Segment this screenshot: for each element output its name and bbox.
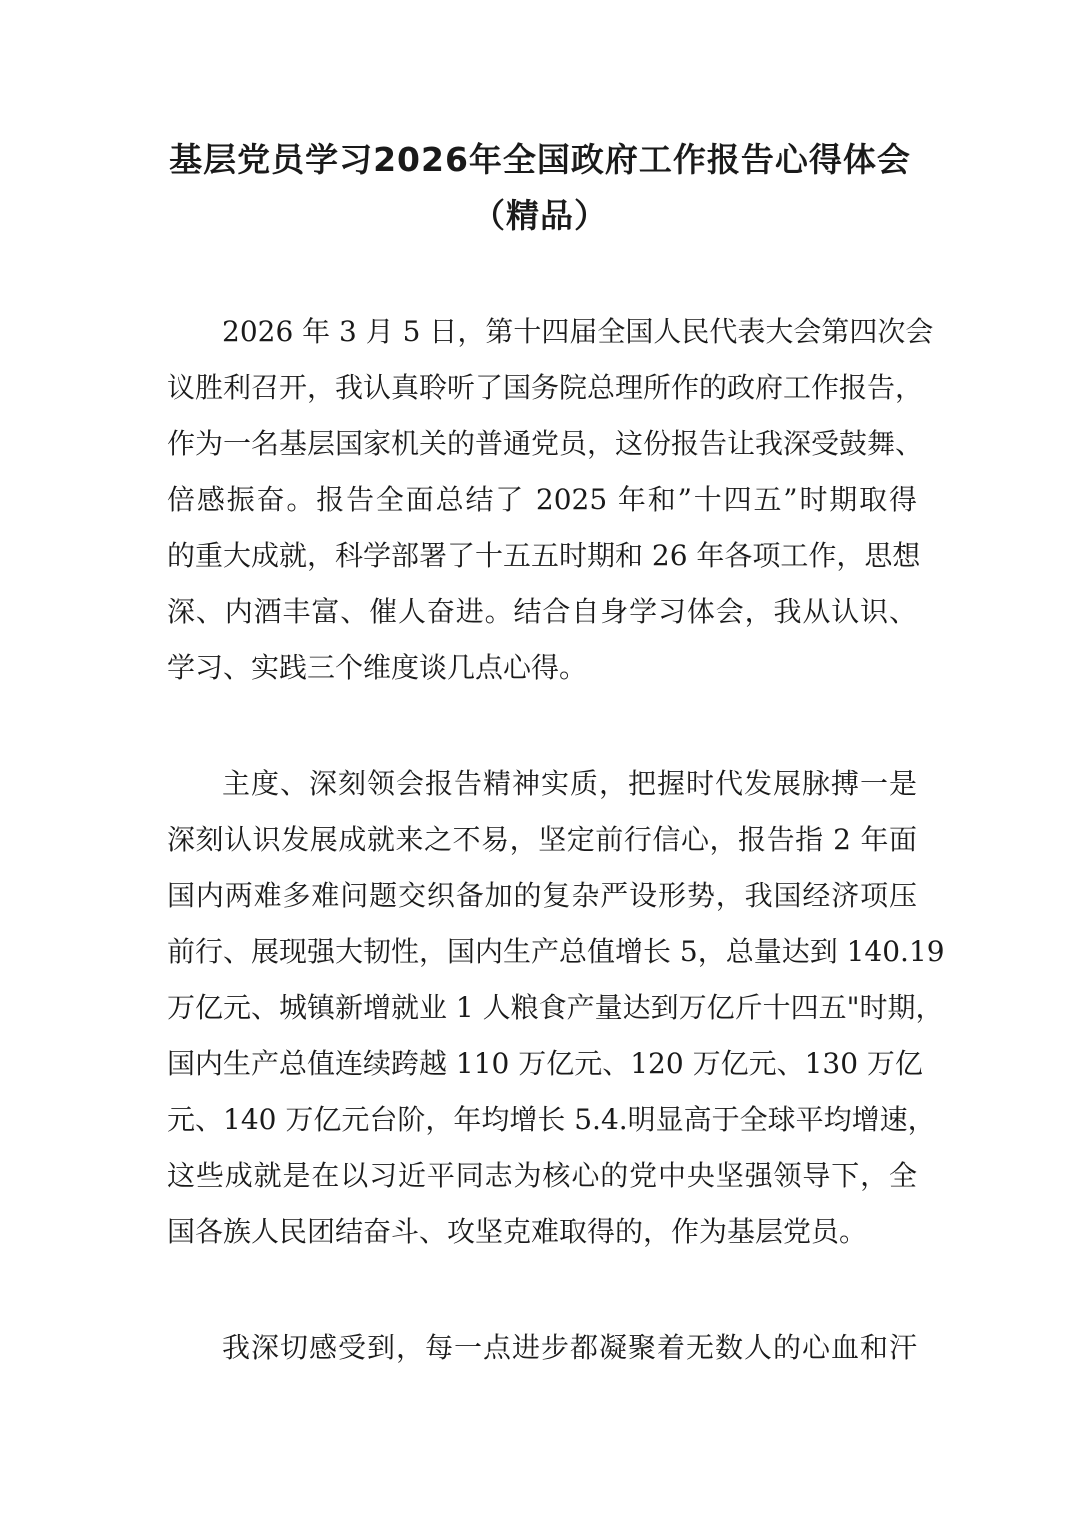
document-title: 基层党员学习2026年全国政府工作报告心得体会 [169, 140, 911, 179]
paragraph-3-line-1: 我深切感受到，每一点进步都凝聚着无数人的心血和汗 [222, 1331, 917, 1364]
paragraph-1-line-3: 作为一名基层国家机关的普通党员，这份报告让我深受鼓舞、 [167, 427, 924, 460]
paragraph-1-line-5: 的重大成就，科学部署了十五五时期和 26 年各项工作，思想 [167, 539, 921, 572]
paragraph-2-line-3: 国内两难多难问题交织备加的复杂严设形势，我国经济项压 [167, 879, 917, 912]
paragraph-2-line-6: 国内生产总值连续跨越 110 万亿元、120 万亿元、130 万亿 [167, 1047, 923, 1080]
paragraph-1-line-2: 议胜利召开，我认真聆听了国务院总理所作的政府工作报告， [167, 371, 924, 404]
paragraph-2-line-7: 元、140 万亿元台阶，年均增长 5.4.明显高于全球平均增速， [167, 1103, 936, 1136]
paragraph-2-line-1: 主度、深刻领会报告精神实质，把握时代发展脉搏一是 [222, 767, 917, 800]
paragraph-2-line-8: 这些成就是在以习近平同志为核心的党中央坚强领导下，全 [167, 1159, 917, 1192]
paragraph-1-line-7: 学习、实践三个维度谈几点心得。 [167, 651, 588, 684]
paragraph-2-line-9: 国各族人民团结奋斗、攻坚克难取得的，作为基层党员。 [167, 1215, 868, 1248]
paragraph-2-line-2: 深刻认识发展成就来之不易，坚定前行信心，报告指 2 年面 [167, 823, 917, 856]
paragraph-1-line-1: 2026 年 3 月 5 日，第十四届全国人民代表大会第四次会 [222, 315, 934, 348]
paragraph-2-line-4: 前行、展现强大韧性，国内生产总值增长 5，总量达到 140.19 [167, 935, 945, 968]
paragraph-2-line-5: 万亿元、城镇新增就业 1 人粮食产量达到万亿斤十四五"时期， [167, 991, 944, 1024]
paragraph-1-line-6: 深、内酒丰富、催人奋进。结合自身学习体会，我从认识、 [167, 595, 917, 628]
paragraph-1-line-4: 倍感振奋。报告全面总结了 2025 年和”十四五”时期取得 [167, 483, 917, 516]
document-subtitle: （精品） [472, 196, 608, 235]
